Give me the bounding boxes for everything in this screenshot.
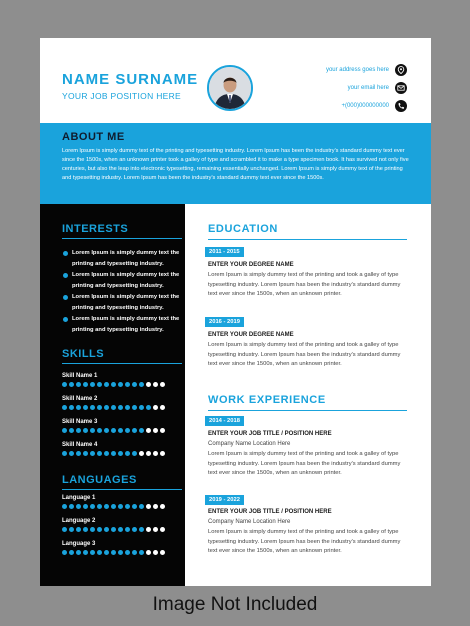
rating-dot [118,527,123,532]
rating-dot [111,382,116,387]
rating-dot [90,504,95,509]
rating-dot [83,382,88,387]
rating-dot [118,428,123,433]
rating-dot [118,504,123,509]
rating-dot [132,451,137,456]
rating-dot [125,451,130,456]
about-text: Lorem Ipsum is simply dummy text of the printing and typesetting industry. Lorem Ipsum has been the industry's standard dummy text ever since the 1500s, when an unknown printer took a galley of type and scrambled it to make a type specimen book. It has survived not only five centuries, but also the leap into electronic typesetting, remaining essentially unchanged. Lorem Ipsum is simply dummy text of the printing and typesetting industry. Lorem Ipsum has been the industry's standard dummy text ever since the 1500s. [62,148,409,181]
bullet-icon [63,295,68,300]
rating-dot [62,382,67,387]
language-rating [62,527,165,533]
rating-dot [153,428,158,433]
rating-dot [146,451,151,456]
skill-name: Skill Name 1 [62,373,98,379]
rating-dot [83,451,88,456]
rating-dot [139,550,144,555]
rating-dot [83,428,88,433]
rating-dot [69,527,74,532]
rating-dot [83,405,88,410]
rating-dot [111,428,116,433]
rating-dot [146,382,151,387]
rating-dot [111,550,116,555]
email-text: your email here [347,84,389,91]
rating-dot [139,504,144,509]
rating-dot [104,428,109,433]
rating-dot [83,527,88,532]
location-icon [395,64,407,76]
rating-dot [160,428,165,433]
skills-title: SKILLS [62,348,105,360]
rating-dot [160,504,165,509]
languages-divider [62,489,182,490]
skill-name: Skill Name 3 [62,419,98,425]
rating-dot [146,405,151,410]
rating-dot [139,451,144,456]
interest-item: Lorem Ipsum is simply dummy text the printing and typesetting industry. [62,270,192,292]
rating-dot [90,527,95,532]
about-title: ABOUT ME [62,131,125,143]
rating-dot [69,428,74,433]
company-name: Company Name Location Here [208,441,291,447]
rating-dot [62,527,67,532]
job-years: 2014 - 2018 [205,416,244,426]
image-not-included-caption: Image Not Included [152,594,318,615]
interest-item: Lorem Ipsum is simply dummy text the printing and typesetting industry. [62,248,192,270]
rating-dot [62,428,67,433]
rating-dot [97,527,102,532]
language-rating [62,550,165,556]
skill-rating [62,382,165,388]
sidebar [40,204,185,586]
rating-dot [125,550,130,555]
language-name: Language 1 [62,495,96,501]
rating-dot [146,428,151,433]
interest-item: Lorem Ipsum is simply dummy text the printing and typesetting industry. [62,292,192,314]
bullet-icon [63,273,68,278]
job-years: 2019 - 2022 [205,495,244,505]
rating-dot [76,428,81,433]
rating-dot [132,504,137,509]
rating-dot [118,405,123,410]
rating-dot [153,550,158,555]
rating-dot [153,405,158,410]
rating-dot [97,451,102,456]
rating-dot [125,527,130,532]
rating-dot [139,428,144,433]
interests-divider [62,238,182,239]
rating-dot [160,451,165,456]
job-title: ENTER YOUR JOB TITLE / POSITION HERE [208,509,332,515]
rating-dot [69,405,74,410]
rating-dot [132,428,137,433]
rating-dot [90,428,95,433]
rating-dot [146,550,151,555]
address-text: your address goes here [325,66,389,73]
rating-dot [76,405,81,410]
rating-dot [132,527,137,532]
rating-dot [125,382,130,387]
rating-dot [125,504,130,509]
rating-dot [160,405,165,410]
company-name: Company Name Location Here [208,519,291,525]
profile-photo [207,65,253,111]
rating-dot [132,382,137,387]
rating-dot [90,550,95,555]
job-title: ENTER YOUR JOB TITLE / POSITION HERE [208,431,332,437]
about-section [40,123,431,204]
interest-item: Lorem Ipsum is simply dummy text the printing and typesetting industry. [62,314,192,336]
rating-dot [104,382,109,387]
education-description: Lorem Ipsum is simply dummy text of the printing and took a galley of type typesetting industry. Lorem Ipsum has been the industry's standard dummy text ever since the 1500s, when an unknown printer. [208,342,401,368]
language-rating [62,504,165,510]
rating-dot [69,504,74,509]
education-description: Lorem Ipsum is simply dummy text of the printing and took a galley of type typesetting industry. Lorem Ipsum has been the industry's standard dummy text ever since the 1500s, when an unknown printer. [208,272,401,298]
rating-dot [97,382,102,387]
bullet-icon [63,251,68,256]
rating-dot [139,405,144,410]
phone-text: +(000)000000000 [341,102,389,109]
rating-dot [146,527,151,532]
rating-dot [139,382,144,387]
education-divider [208,239,407,240]
work-experience-title: WORK EXPERIENCE [208,394,326,406]
rating-dot [69,451,74,456]
rating-dot [160,382,165,387]
phone-icon [395,100,407,112]
job-description: Lorem Ipsum is simply dummy text of the printing and took a galley of type typesetting industry. Lorem Ipsum has been the industry's standard dummy text ever since the 1500s, when an unknown printer. [208,529,401,555]
rating-dot [76,451,81,456]
address-row [326,63,407,76]
rating-dot [125,405,130,410]
rating-dot [76,382,81,387]
candidate-name: NAME SURNAME [62,71,199,88]
rating-dot [146,504,151,509]
rating-dot [132,405,137,410]
rating-dot [90,382,95,387]
rating-dot [62,451,67,456]
language-name: Language 3 [62,541,96,547]
rating-dot [118,550,123,555]
rating-dot [76,550,81,555]
job-description: Lorem Ipsum is simply dummy text of the printing and took a galley of type typesetting industry. Lorem Ipsum has been the industry's standard dummy text ever since the 1500s, when an unknown printer. [208,451,401,477]
rating-dot [69,382,74,387]
phone-row [341,99,407,112]
rating-dot [69,550,74,555]
skills-divider [62,363,182,364]
rating-dot [111,451,116,456]
rating-dot [153,382,158,387]
rating-dot [83,504,88,509]
interests-title: INTERESTS [62,223,129,235]
rating-dot [118,382,123,387]
rating-dot [76,527,81,532]
education-years: 2011 - 2015 [205,247,244,257]
skill-name: Skill Name 4 [62,442,98,448]
rating-dot [104,405,109,410]
rating-dot [83,550,88,555]
rating-dot [118,451,123,456]
rating-dot [160,550,165,555]
skill-name: Skill Name 2 [62,396,98,402]
education-title: EDUCATION [208,223,278,235]
rating-dot [90,451,95,456]
rating-dot [153,527,158,532]
degree-name: ENTER YOUR DEGREE NAME [208,262,294,268]
rating-dot [125,428,130,433]
resume-page [40,38,431,586]
rating-dot [62,504,67,509]
bullet-icon [63,317,68,322]
job-position: YOUR JOB POSITION HERE [62,91,182,101]
rating-dot [97,550,102,555]
rating-dot [97,405,102,410]
rating-dot [76,504,81,509]
rating-dot [104,527,109,532]
rating-dot [62,405,67,410]
rating-dot [111,527,116,532]
rating-dot [97,428,102,433]
rating-dot [62,550,67,555]
email-row [348,81,407,94]
avatar [209,67,251,109]
skill-rating [62,405,165,411]
rating-dot [160,527,165,532]
rating-dot [90,405,95,410]
skill-rating [62,451,165,457]
rating-dot [153,451,158,456]
work-experience-divider [208,410,407,411]
language-name: Language 2 [62,518,96,524]
rating-dot [153,504,158,509]
rating-dot [104,504,109,509]
rating-dot [111,504,116,509]
skill-rating [62,428,165,434]
rating-dot [104,451,109,456]
rating-dot [97,504,102,509]
education-years: 2016 - 2019 [205,317,244,327]
rating-dot [132,550,137,555]
email-icon [395,82,407,94]
rating-dot [104,550,109,555]
languages-title: LANGUAGES [62,474,137,486]
rating-dot [139,527,144,532]
rating-dot [111,405,116,410]
degree-name: ENTER YOUR DEGREE NAME [208,332,294,338]
